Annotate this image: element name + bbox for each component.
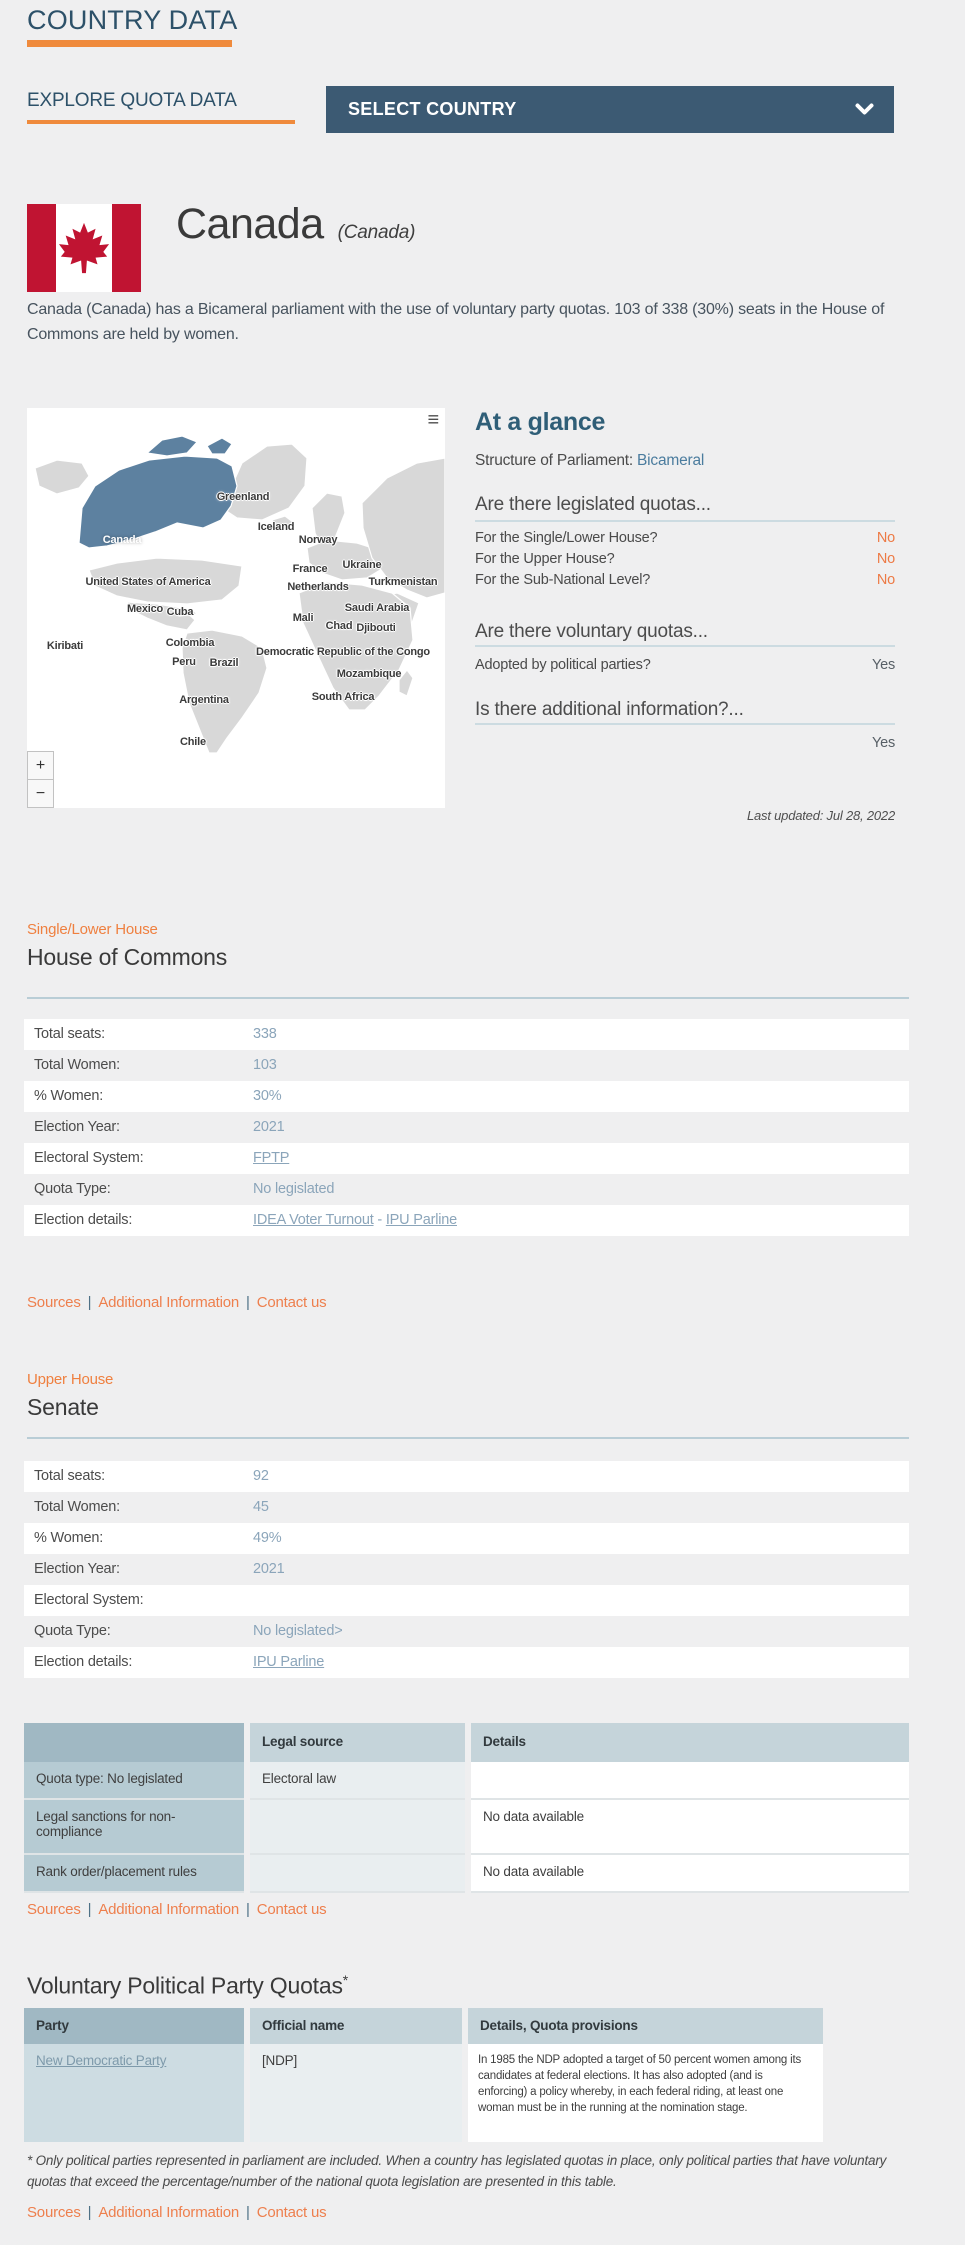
map-label: Colombia: [165, 637, 215, 649]
lower-house-table: [24, 1019, 909, 1236]
flag-left-bar: [27, 204, 56, 292]
glance-row-label: For the Single/Lower House?: [475, 530, 658, 546]
row-label: Total Women:: [34, 1499, 120, 1515]
footer-links: [27, 2204, 326, 2221]
table-row: [24, 1143, 909, 1174]
map-label: Mali: [292, 612, 314, 624]
row-value: 92: [253, 1468, 269, 1484]
table-row: [24, 1205, 909, 1236]
row-value: 45: [253, 1499, 269, 1515]
party-quotas-title-text: Voluntary Political Party Quotas: [27, 1972, 343, 1999]
glance-row-label: Adopted by political parties?: [475, 657, 651, 673]
table-row: [24, 1523, 909, 1554]
page-title: COUNTRY DATA: [27, 5, 238, 35]
glance-row-label: For the Sub-National Level?: [475, 572, 651, 588]
explore-quota-data-link[interactable]: EXPLORE QUOTA DATA: [27, 90, 237, 111]
table-row: [24, 1050, 909, 1081]
table-row: [24, 1616, 909, 1647]
upper-house-tag: Upper House: [27, 1371, 114, 1388]
divider: [475, 723, 895, 725]
country-name: Canada: [176, 200, 324, 248]
sources-link[interactable]: Sources: [27, 1294, 81, 1311]
row-label: Rank order/placement rules: [24, 1855, 244, 1893]
details-cell: In 1985 the NDP adopted a target of 50 percent women among its candidates at federal elections. It has also adopted (and is enforcing) a policy whereby, in each federal riding, at least one woman must be in the running at the nomination stage.: [468, 2044, 823, 2142]
country-summary: Canada (Canada) has a Bicameral parliament with the use of voluntary party quotas. 103 of 338 (30%) seats in the House of Commons are held by women.: [27, 301, 885, 343]
header-cell: Legal source: [250, 1723, 465, 1762]
divider: [27, 1437, 909, 1439]
row-label: Election details:: [34, 1212, 133, 1228]
glance-row: [475, 530, 895, 546]
country-alt-name: (Canada): [337, 222, 416, 243]
table-row: [24, 2044, 823, 2142]
table-row: [24, 1585, 909, 1616]
table-row: [24, 1081, 909, 1112]
last-updated: Last updated: Jul 28, 2022: [746, 808, 895, 823]
row-value: [253, 1585, 909, 1616]
map-canada-arctic-2: [207, 438, 232, 454]
table-row: [24, 1174, 909, 1205]
glance-row-value: No: [876, 551, 895, 567]
row-label: % Women:: [34, 1530, 104, 1546]
world-map[interactable]: [27, 408, 445, 808]
contact-us-link[interactable]: Contact us: [256, 2204, 327, 2221]
details-cell: [471, 1762, 909, 1800]
map-label: Peru: [172, 656, 196, 668]
at-a-glance-panel: [475, 408, 895, 828]
divider: [475, 520, 895, 522]
party-quotas-title: [27, 1972, 348, 2000]
map-label: Argentina: [179, 694, 229, 706]
upper-house-title: Senate: [27, 1394, 99, 1420]
map-label: Kiribati: [46, 640, 84, 652]
additional-information-link[interactable]: Additional Information: [98, 2204, 240, 2221]
party-cell: [24, 2044, 244, 2142]
row-value: 338: [253, 1026, 277, 1042]
legislated-quotas-heading: Are there legislated quotas...: [475, 494, 711, 515]
new-democratic-party-link[interactable]: New Democratic Party: [36, 2053, 167, 2068]
pipe-separator: |: [87, 2204, 92, 2221]
map-label: Greenland: [216, 491, 270, 503]
header-cell: Details: [471, 1723, 909, 1762]
row-label: Electoral System:: [34, 1150, 144, 1166]
map-label: Mozambique: [336, 668, 402, 680]
table-row: [24, 1762, 909, 1800]
map-label: Chile: [180, 736, 206, 748]
map-label: Djibouti: [356, 622, 396, 634]
row-label: Electoral System:: [34, 1592, 144, 1608]
row-value: 49%: [253, 1530, 282, 1546]
pipe-separator: |: [87, 1901, 92, 1918]
lower-house-tag: Single/Lower House: [27, 921, 158, 938]
map-zoom-out-button[interactable]: −: [27, 779, 54, 808]
electoral-system-link[interactable]: FPTP: [253, 1150, 290, 1166]
row-label: Election Year:: [34, 1561, 120, 1577]
party-quotas-footnote: * Only political parties represented in parliament are included. When a country has legislated quotas in place, only political parties that have voluntary quotas that exceed the percentage/number of the national quota legislation are presented in this table.: [27, 2153, 887, 2189]
idea-voter-turnout-link[interactable]: IDEA Voter Turnout: [253, 1212, 374, 1228]
legal-source-cell: [250, 1855, 465, 1893]
header-cell: Details, Quota provisions: [468, 2008, 823, 2044]
flag-center: [56, 204, 112, 292]
map-label: Cuba: [166, 606, 194, 618]
details-cell: No data available: [471, 1855, 909, 1893]
explore-underline: [27, 120, 295, 124]
at-a-glance-title: At a glance: [475, 408, 606, 436]
glance-row-value: No: [876, 572, 895, 588]
lower-house-title: House of Commons: [27, 944, 228, 970]
map-label: Chad: [325, 620, 353, 632]
map-label: France: [292, 563, 328, 575]
header-cell: Official name: [250, 2008, 462, 2044]
table-header-row: [24, 1723, 909, 1762]
pipe-separator: |: [246, 1294, 250, 1311]
map-label-canada: Canada: [102, 534, 142, 546]
map-canada-arctic-1: [147, 436, 197, 456]
party-quotas-title-asterisk: *: [342, 1972, 349, 1988]
sources-link[interactable]: Sources: [27, 1901, 81, 1918]
glance-row-label: For the Upper House?: [475, 551, 615, 567]
voluntary-quotas-heading: Are there voluntary quotas...: [475, 621, 708, 642]
map-label: Turkmenistan: [368, 576, 438, 588]
row-value: No legislated>: [253, 1623, 343, 1639]
table-row: [24, 1461, 909, 1492]
row-value: 2021: [253, 1561, 285, 1577]
sources-link[interactable]: Sources: [27, 2204, 81, 2221]
map-zoom-in-button[interactable]: +: [27, 751, 54, 780]
row-label: Total seats:: [34, 1468, 105, 1484]
map-label: Mexico: [126, 603, 164, 615]
glance-row: [475, 572, 895, 588]
additional-information-link[interactable]: Additional Information: [98, 1294, 240, 1311]
row-label: Total Women:: [34, 1057, 120, 1073]
table-row: [24, 1492, 909, 1523]
map-label: Netherlands: [287, 581, 349, 593]
header-cell: [24, 1723, 244, 1762]
pipe-separator: |: [246, 1901, 250, 1918]
details-cell: No data available: [471, 1800, 909, 1855]
map-label: South Africa: [311, 691, 375, 703]
structure-label: Structure of Parliament:: [475, 452, 634, 469]
row-label: Election Year:: [34, 1119, 120, 1135]
additional-information-link[interactable]: Additional Information: [98, 1901, 240, 1918]
row-value: 103: [253, 1057, 277, 1073]
select-country-label: SELECT COUNTRY: [348, 99, 517, 119]
glance-row-value: Yes: [871, 735, 895, 751]
table-row: [24, 1855, 909, 1893]
row-label: % Women:: [34, 1088, 104, 1104]
ipu-parline-link[interactable]: IPU Parline: [253, 1654, 325, 1670]
ipu-parline-link[interactable]: IPU Parline: [385, 1212, 457, 1228]
row-value: 30%: [253, 1088, 282, 1104]
header-cell: Party: [24, 2008, 244, 2044]
legal-source-cell: [250, 1800, 465, 1855]
select-country-dropdown[interactable]: [326, 86, 894, 133]
row-label: Legal sanctions for non-compliance: [24, 1800, 244, 1855]
contact-us-link[interactable]: Contact us: [256, 1901, 327, 1918]
glance-row: [475, 551, 895, 567]
row-label: Quota Type:: [34, 1181, 111, 1197]
map-label: Saudi Arabia: [344, 602, 410, 614]
map-menu-icon[interactable]: ≡: [427, 409, 439, 431]
map-label: Iceland: [257, 521, 295, 533]
pipe-separator: |: [246, 2204, 250, 2221]
footer-links: [27, 1901, 326, 1918]
table-row: [24, 1019, 909, 1050]
glance-row-value: Yes: [871, 657, 895, 673]
footer-links: [27, 1294, 326, 1311]
maple-leaf-icon: [57, 220, 111, 276]
flag-right-bar: [112, 204, 141, 292]
divider: [27, 997, 909, 999]
row-label: Election details:: [34, 1654, 133, 1670]
contact-us-link[interactable]: Contact us: [256, 1294, 327, 1311]
structure-value-link[interactable]: Bicameral: [637, 452, 705, 469]
glance-row-value: No: [876, 530, 895, 546]
row-value: No legislated: [253, 1181, 335, 1197]
table-row: [24, 1800, 909, 1855]
glance-row: [475, 735, 895, 751]
additional-info-heading: Is there additional information?...: [475, 699, 744, 720]
chevron-down-icon: [855, 103, 874, 116]
divider: [475, 645, 895, 647]
official-name-cell: [NDP]: [250, 2044, 462, 2142]
row-value: 2021: [253, 1119, 285, 1135]
map-label: Brazil: [209, 657, 239, 669]
row-label: Total seats:: [34, 1026, 105, 1042]
table-header-row: [24, 2008, 823, 2044]
structure-of-parliament: [475, 452, 895, 470]
canada-flag: [27, 204, 141, 292]
map-label: United States of America: [85, 576, 211, 588]
upper-house-table: [24, 1461, 909, 1678]
party-quotas-table: [24, 2008, 823, 2142]
table-row: [24, 1112, 909, 1143]
map-label: Ukraine: [342, 559, 382, 571]
legal-source-cell: Electoral law: [250, 1762, 465, 1800]
table-row: [24, 1554, 909, 1585]
pipe-separator: |: [87, 1294, 92, 1311]
map-label: Norway: [298, 534, 338, 546]
legal-source-table: [24, 1723, 909, 1893]
table-row: [24, 1647, 909, 1678]
title-underline: [27, 40, 232, 47]
row-label: Quota type: No legislated: [24, 1762, 244, 1800]
map-alaska: [35, 460, 89, 494]
glance-row: [475, 657, 895, 673]
row-label: Quota Type:: [34, 1623, 111, 1639]
link-separator: -: [373, 1212, 386, 1228]
map-label: Democratic Republic of the Congo: [256, 646, 430, 658]
